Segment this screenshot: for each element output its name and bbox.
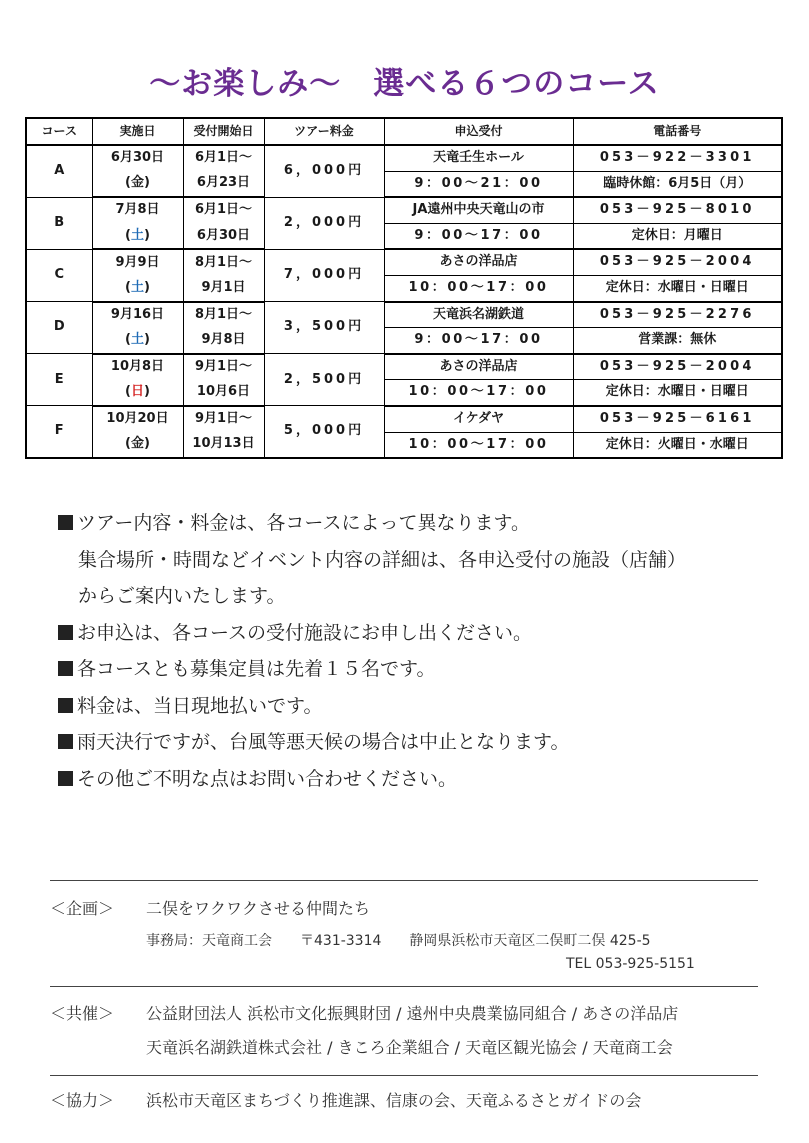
start-from: 9月1日～ <box>183 354 264 380</box>
table-row <box>26 302 782 328</box>
bullet-square-icon <box>58 771 73 786</box>
note-continuation: からご案内いたします。 <box>78 585 286 607</box>
course-code: A <box>26 145 92 197</box>
table-row <box>26 406 782 432</box>
bullet-square-icon <box>58 625 73 640</box>
venue-name: 天竜壬生ホール <box>384 145 573 171</box>
venue-name: イケダヤ <box>384 406 573 432</box>
phone-number: 053－925－8010 <box>573 197 782 223</box>
note-item <box>58 651 788 688</box>
note-text: その他ご不明な点はお問い合わせください。 <box>77 767 458 790</box>
course-table <box>25 117 783 459</box>
cosponsor-label: ＜共催＞ <box>50 1004 115 1023</box>
course-code: B <box>26 197 92 249</box>
start-to: 10月6日 <box>183 380 264 406</box>
cosponsor-line-1: 公益財団法人 浜松市文化振興財団 / 遠州中央農業協同組合 / あさの洋品店 <box>146 1004 679 1023</box>
table-row <box>26 275 782 301</box>
phone-number: 053－925－6161 <box>573 406 782 432</box>
course-date: 10月20日 <box>92 406 183 432</box>
cooperation-section <box>50 1088 770 1118</box>
course-code: F <box>26 406 92 458</box>
cooperation-line-1: 浜松市天竜区まちづくり推進課、信康の会、天竜ふるさとガイドの会 <box>146 1091 642 1110</box>
weekday-char: 金 <box>130 436 144 452</box>
start-to: 6月30日 <box>183 223 264 249</box>
course-weekday: (金) <box>92 432 183 458</box>
divider <box>50 1075 758 1076</box>
notes-list <box>58 505 788 797</box>
note-continuation: 集合場所・時間などイベント内容の詳細は、各申込受付の施設（店舗） <box>78 548 687 571</box>
organizer-name: 二俣をワクワクさせる仲間たち <box>146 899 371 918</box>
table-row <box>26 354 782 380</box>
venue-hours: 10：00～17：00 <box>384 432 573 458</box>
table-row <box>26 328 782 354</box>
start-to: 6月23日 <box>183 171 264 197</box>
bullet-square-icon <box>58 661 73 676</box>
note-text: 料金は、当日現地払いです。 <box>77 694 323 717</box>
phone-number: 053－925－2004 <box>573 249 782 275</box>
start-to: 10月13日 <box>183 432 264 458</box>
header-venue: 申込受付 <box>384 118 573 145</box>
organizer-section <box>50 896 770 976</box>
start-from: 8月1日～ <box>183 249 264 275</box>
course-weekday: (土) <box>92 328 183 354</box>
table-row <box>26 171 782 197</box>
bullet-square-icon <box>58 734 73 749</box>
note-item <box>58 724 788 761</box>
course-fee: 2，500円 <box>264 354 384 406</box>
header-course: コース <box>26 118 92 145</box>
start-from: 9月1日～ <box>183 406 264 432</box>
course-date: 6月30日 <box>92 145 183 171</box>
note-text: 雨天決行ですが、台風等悪天候の場合は中止となります。 <box>77 731 570 753</box>
note-item <box>58 615 788 652</box>
note-item <box>58 761 788 798</box>
weekday-char: 日 <box>130 384 144 400</box>
start-from: 6月1日～ <box>183 197 264 223</box>
table-row <box>26 432 782 458</box>
weekday-char: 土 <box>130 227 144 243</box>
divider <box>50 880 758 881</box>
table-header-row <box>26 118 782 145</box>
start-to: 9月1日 <box>183 275 264 301</box>
header-date: 実施日 <box>92 118 183 145</box>
course-date: 7月8日 <box>92 197 183 223</box>
course-fee: 3，500円 <box>264 302 384 354</box>
phone-number: 053－922－3301 <box>573 145 782 171</box>
divider <box>50 986 758 987</box>
table-row <box>26 249 782 275</box>
weekday-char: 土 <box>130 279 144 295</box>
cosponsor-section <box>50 1001 770 1061</box>
note-item <box>58 688 788 725</box>
header-start: 受付開始日 <box>183 118 264 145</box>
course-code: E <box>26 354 92 406</box>
venue-name: あさの洋品店 <box>384 354 573 380</box>
venue-hours: 10：00～17：00 <box>384 380 573 406</box>
course-fee: 5，000円 <box>264 406 384 458</box>
cooperation-label: ＜協力＞ <box>50 1091 115 1110</box>
venue-name: あさの洋品店 <box>384 249 573 275</box>
closed-days: 定休日：月曜日 <box>573 223 782 249</box>
header-phone: 電話番号 <box>573 118 782 145</box>
organizer-office: 事務局：天竜商工会 〒431-3314 静岡県浜松市天竜区二俣町二俣 425-5 <box>146 933 651 949</box>
phone-number: 053－925－2276 <box>573 302 782 328</box>
start-from: 6月1日～ <box>183 145 264 171</box>
course-fee: 6，000円 <box>264 145 384 197</box>
start-to: 9月8日 <box>183 328 264 354</box>
table-row <box>26 197 782 223</box>
closed-days: 定休日：水曜日・日曜日 <box>573 275 782 301</box>
cosponsor-line-2: 天竜浜名湖鉄道株式会社 / きころ企業組合 / 天竜区観光協会 / 天竜商工会 <box>146 1038 673 1057</box>
closed-days: 営業課：無休 <box>573 328 782 354</box>
organizer-tel: TEL 053-925-5151 <box>566 956 695 972</box>
course-weekday: (土) <box>92 275 183 301</box>
note-text: 各コースとも募集定員は先着１５名です。 <box>77 658 436 680</box>
note-text: お申込は、各コースの受付施設にお申し出ください。 <box>77 621 533 644</box>
course-code: C <box>26 249 92 301</box>
bullet-square-icon <box>58 698 73 713</box>
course-weekday: (日) <box>92 380 183 406</box>
course-table-body <box>26 145 782 458</box>
venue-name: 天竜浜名湖鉄道 <box>384 302 573 328</box>
organizer-label: ＜企画＞ <box>50 899 115 918</box>
table-row <box>26 380 782 406</box>
venue-hours: 9：00～17：00 <box>384 223 573 249</box>
closed-days: 定休日：水曜日・日曜日 <box>573 380 782 406</box>
course-code: D <box>26 302 92 354</box>
weekday-char: 金 <box>130 175 144 191</box>
closed-days: 定休日：火曜日・水曜日 <box>573 432 782 458</box>
course-date: 9月9日 <box>92 249 183 275</box>
venue-hours: 9：00～17：00 <box>384 328 573 354</box>
phone-number: 053－925－2004 <box>573 354 782 380</box>
note-text: ツアー内容・料金は、各コースによって異なります。 <box>77 512 530 534</box>
course-weekday: (土) <box>92 223 183 249</box>
course-date: 9月16日 <box>92 302 183 328</box>
venue-name: JA遠州中央天竜山の市 <box>384 197 573 223</box>
course-fee: 7，000円 <box>264 249 384 301</box>
weekday-char: 土 <box>130 331 144 347</box>
table-row <box>26 223 782 249</box>
closed-days: 臨時休館：6月5日（月） <box>573 171 782 197</box>
note-item <box>58 505 788 542</box>
start-from: 8月1日～ <box>183 302 264 328</box>
table-row <box>26 145 782 171</box>
venue-hours: 10：00～17：00 <box>384 275 573 301</box>
header-fee: ツアー料金 <box>264 118 384 145</box>
course-weekday: (金) <box>92 171 183 197</box>
course-fee: 2，000円 <box>264 197 384 249</box>
bullet-square-icon <box>58 515 73 530</box>
venue-hours: 9：00～21：00 <box>384 171 573 197</box>
course-date: 10月8日 <box>92 354 183 380</box>
page-title: ～お楽しみ～ 選べる６つのコース <box>149 66 660 102</box>
